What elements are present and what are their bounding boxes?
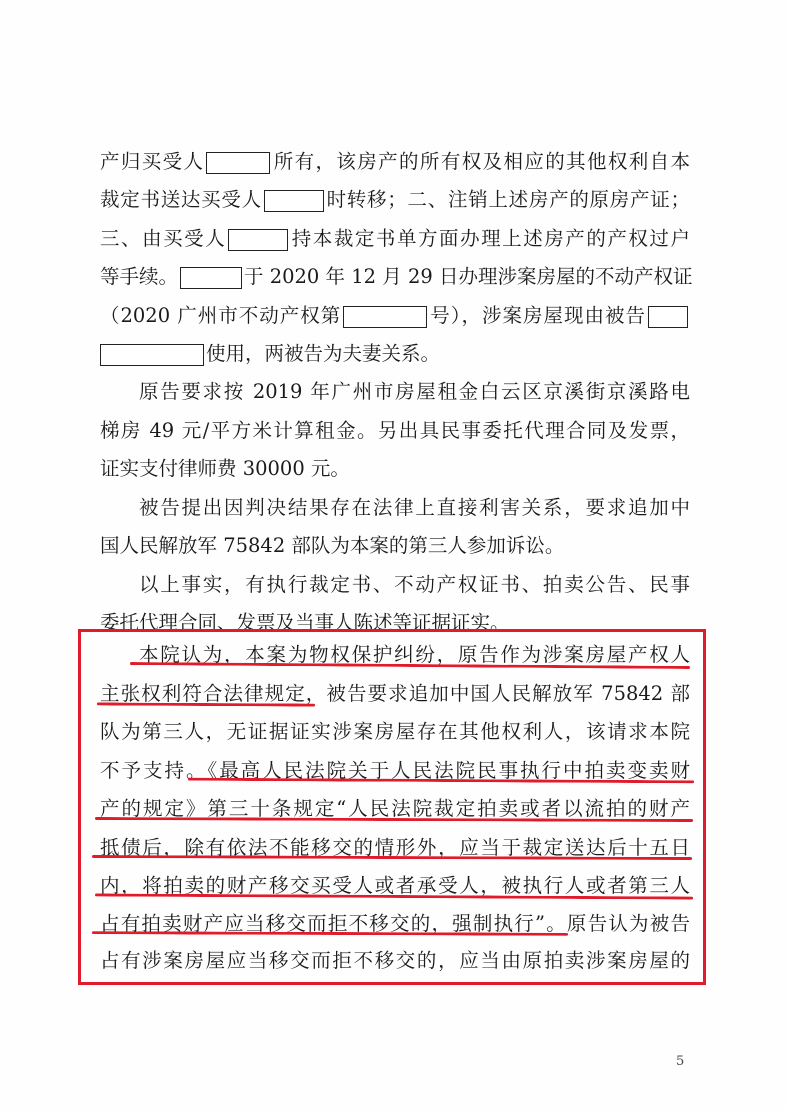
- redaction-box: [100, 344, 204, 366]
- text-line-11: 国人民解放军 75842 部队为本案的第三人参加诉讼。: [100, 534, 565, 557]
- text-line-20: 内，将拍卖的财产移交买受人或者承受人，被执行人或者第三人: [100, 874, 690, 897]
- text-segment: 使用，两被告为夫妻关系。: [206, 342, 441, 365]
- redaction-box: [264, 190, 324, 212]
- text-line-8: 梯房 49 元/平方米计算租金。另出具民事委托代理合同及发票，: [100, 419, 690, 442]
- text-segment: （2020 广州市不动产权第: [100, 304, 342, 327]
- text-line-21: 占有拍卖财产应当移交而拒不移交的，强制执行”。原告认为被告: [100, 912, 690, 935]
- text-segment: 产归买受人: [100, 150, 205, 173]
- text-line-4: [100, 263, 693, 291]
- text-segment: 等手续。: [100, 265, 179, 288]
- page-number: 5: [676, 1054, 685, 1069]
- text-line-6: [100, 340, 690, 368]
- text-segment: 三、由买受人: [100, 227, 227, 250]
- text-line-18: 产的规定》第三十条规定“人民法院裁定拍卖或者以流拍的财产: [100, 797, 690, 820]
- text-line-9: 证实支付律师费 30000 元。: [100, 457, 350, 480]
- text-segment: 裁定书送达买受人: [100, 188, 262, 211]
- text-segment: 所有，该房产的所有权及相应的其他权利自本: [272, 150, 690, 173]
- highlight-frame: [78, 629, 706, 985]
- text-line-7: 原告要求按 2019 年广州市房屋租金白云区京溪街京溪路电: [139, 380, 690, 403]
- text-segment: 时转移；二、注销上述房产的原房产证；: [325, 188, 690, 211]
- text-segment: 持本裁定书单方面办理上述房产的产权过户: [290, 227, 690, 250]
- text-line-13: 委托代理合同、发票及当事人陈述等证据证实。: [100, 611, 510, 634]
- text-line-10: 被告提出因判决结果存在法律上直接利害关系，要求追加中: [139, 496, 690, 519]
- redaction-box: [648, 306, 688, 328]
- redaction-box: [343, 306, 427, 328]
- text-line-19: 抵债后，除有依法不能移交的情形外，应当于裁定送达后十五日: [100, 836, 690, 859]
- text-segment: 号），涉案房屋现由被告: [429, 304, 646, 327]
- redaction-box: [228, 229, 288, 251]
- text-line-2: [100, 186, 690, 214]
- text-line-17: 不予支持。《最高人民法院关于人民法院民事执行中拍卖变卖财: [100, 759, 690, 782]
- redaction-box: [206, 152, 270, 174]
- text-line-1: [100, 148, 690, 176]
- text-line-3: [100, 225, 690, 253]
- text-line-14: 本院认为，本案为物权保护纠纷，原告作为涉案房屋产权人: [139, 643, 690, 666]
- text-line-15: 主张权利符合法律规定，被告要求追加中国人民解放军 75842 部: [100, 682, 690, 705]
- text-line-22: 占有涉案房屋应当移交而拒不移交的，应当由原拍卖涉案房屋的: [100, 949, 690, 972]
- redaction-box: [180, 267, 242, 289]
- text-line-5: [100, 302, 690, 330]
- text-segment: 于 2020 年 12 月 29 日办理涉案房屋的不动产权证: [244, 265, 693, 288]
- text-line-16: 队为第三人，无证据证实涉案房屋存在其他权利人，该请求本院: [100, 720, 690, 743]
- text-line-12: 以上事实，有执行裁定书、不动产权证书、拍卖公告、民事: [139, 573, 690, 596]
